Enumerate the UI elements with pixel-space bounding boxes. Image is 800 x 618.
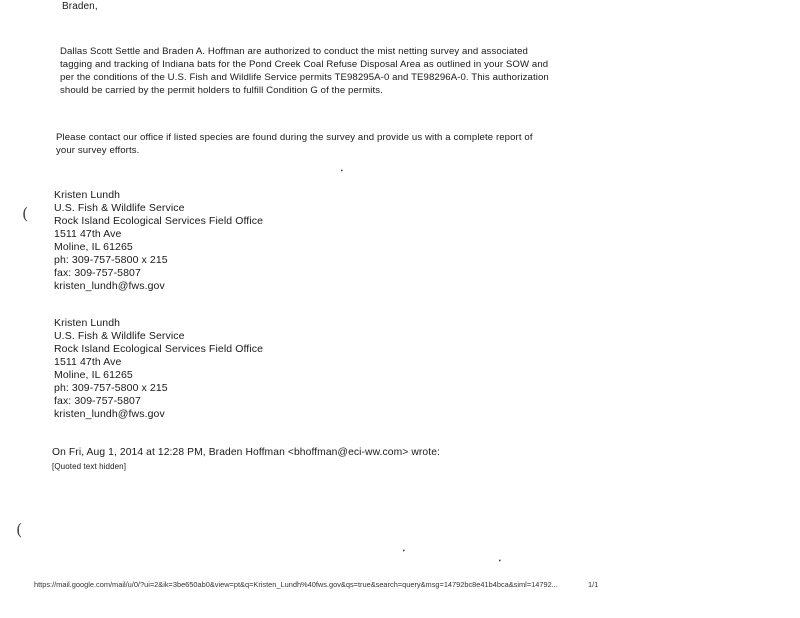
paragraph-line: Please contact our office if listed species are found during the survey and provide us with a complete report of [56, 132, 533, 143]
signature-office: Rock Island Ecological Services Field Office [54, 215, 264, 227]
quoted-text-hidden[interactable]: [Quoted text hidden] [52, 462, 127, 471]
signature-fax: fax: 309-757-5807 [54, 395, 141, 407]
signature-street: 1511 47th Ave [54, 356, 122, 368]
signature-email: kristen_lundh@fws.gov [54, 280, 165, 292]
print-footer-url: https://mail.google.com/mail/u/0/?ui=2&ik=3be650ab0&view=pt&q=Kristen_Lundh%40fws.gov&qs=true&search=query&msg=14792bc8e41b4bca&siml=14792... [34, 580, 558, 589]
scan-artifact-dot: • [340, 168, 344, 175]
greeting: Braden, [62, 1, 98, 12]
signature-phone: ph: 309-757-5800 x 215 [54, 382, 168, 394]
signature-agency: U.S. Fish & Wildlife Service [54, 330, 185, 342]
paragraph-line: tagging and tracking of Indiana bats for the Pond Creek Coal Refuse Disposal Area as outlined in your SOW and [60, 59, 549, 70]
signature-office: Rock Island Ecological Services Field Office [54, 343, 264, 355]
scan-artifact-mark: ( [16, 520, 23, 539]
signature-city: Moline, IL 61265 [54, 369, 133, 381]
signature-agency: U.S. Fish & Wildlife Service [54, 202, 185, 214]
signature-city: Moline, IL 61265 [54, 241, 133, 253]
paragraph-line: your survey efforts. [56, 145, 140, 156]
signature-name: Kristen Lundh [54, 189, 121, 201]
signature-phone: ph: 309-757-5800 x 215 [54, 254, 168, 266]
paragraph-line: Dallas Scott Settle and Braden A. Hoffman are authorized to conduct the mist netting survey and associated [60, 46, 528, 57]
quote-header: On Fri, Aug 1, 2014 at 12:28 PM, Braden Hoffman <bhoffman@eci-ww.com> wrote: [52, 447, 440, 458]
signature-email: kristen_lundh@fws.gov [54, 408, 165, 420]
signature-name: Kristen Lundh [54, 317, 121, 329]
signature-street: 1511 47th Ave [54, 228, 122, 240]
paragraph-line: per the conditions of the U.S. Fish and Wildlife Service permits TE98295A-0 and TE98296A-0. This authorization [60, 72, 549, 83]
scan-artifact-dot: • [402, 548, 406, 555]
signature-fax: fax: 309-757-5807 [54, 267, 141, 279]
paragraph-line: should be carried by the permit holders to fulfill Condition G of the permits. [60, 85, 383, 96]
page-number: 1/1 [588, 580, 599, 589]
scan-artifact-dot: • [498, 558, 502, 565]
scan-artifact-mark: ( [22, 204, 29, 223]
